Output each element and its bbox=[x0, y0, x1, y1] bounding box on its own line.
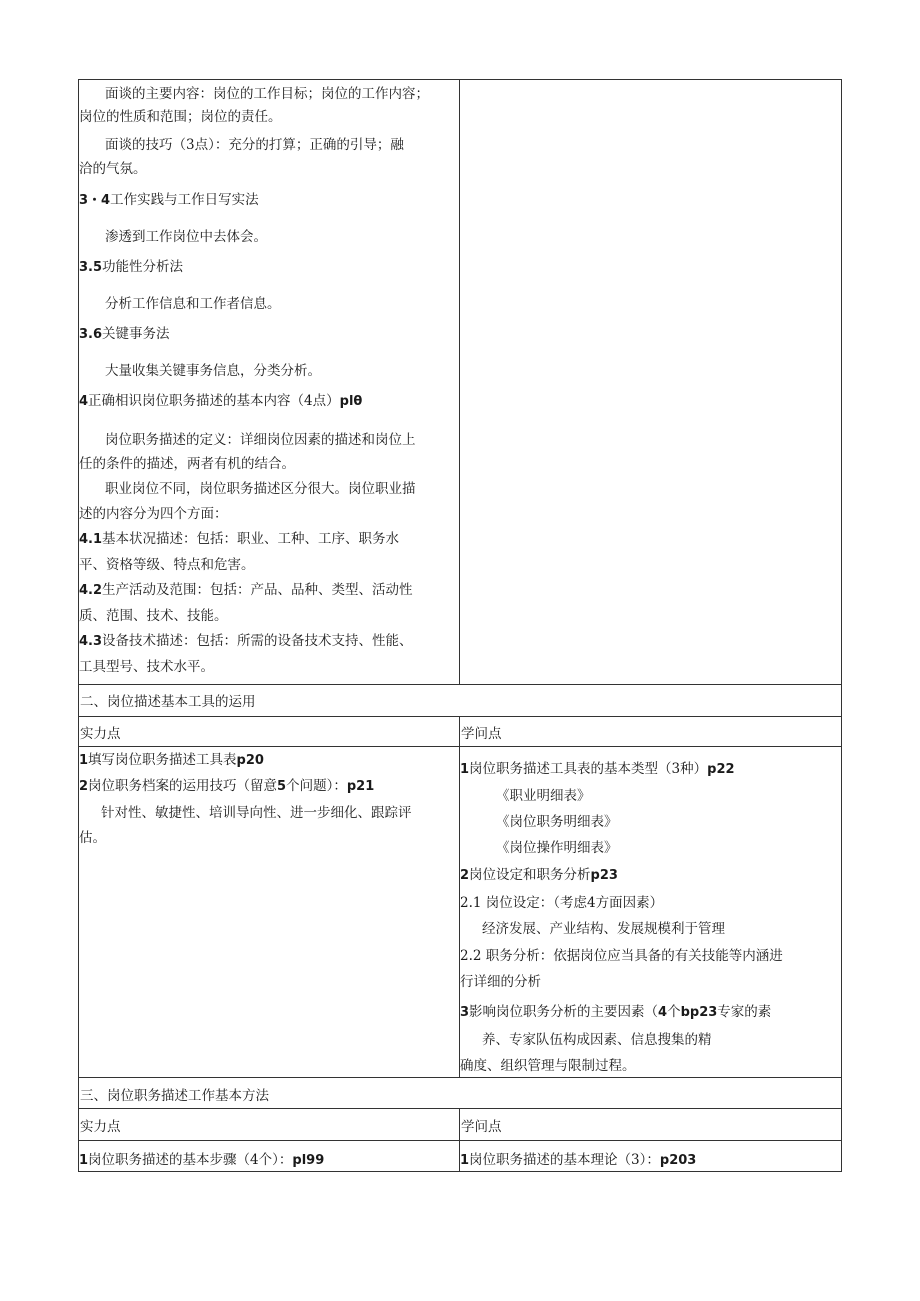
item-4-2-cont: 质、范围、技术、技能。 bbox=[79, 608, 228, 624]
paragraph-line: 述的内容分为四个方面： bbox=[79, 506, 228, 522]
sub-text: 经济发展、产业结构、发展规模利于管理 bbox=[482, 921, 725, 937]
paragraph: 渗透到工作岗位中去体会。 bbox=[105, 229, 267, 245]
heading-3-6 bbox=[79, 322, 459, 347]
row-divider bbox=[78, 1140, 842, 1141]
item-text: 岗位设定和职务分析 bbox=[469, 867, 591, 883]
list-item bbox=[79, 773, 459, 800]
item-text: 岗位职务描述的基本步骤（4个）： bbox=[88, 1152, 293, 1168]
item-number: 4.1 bbox=[79, 532, 103, 547]
item-4-2 bbox=[79, 577, 459, 604]
column-divider bbox=[459, 79, 460, 684]
heading-3-5 bbox=[79, 255, 459, 280]
section-3-right-header: 学问点 bbox=[461, 1119, 502, 1135]
heading-text: 正确相识岗位职务描述的基本内容（4点） bbox=[88, 393, 340, 409]
page-reference: p203 bbox=[659, 1153, 697, 1168]
page-reference: p20 bbox=[236, 753, 264, 768]
item-text: 岗位职务档案的运用技巧（留意 bbox=[88, 778, 278, 794]
item-text: 设备技术描述：包括：所需的设备技术支持、性能、 bbox=[102, 633, 413, 649]
item-number: 1 bbox=[79, 753, 89, 768]
item-count: 4 bbox=[658, 1005, 668, 1020]
item-text: 专家的素 bbox=[717, 1004, 772, 1020]
heading-text: 关键事务法 bbox=[102, 326, 170, 342]
sub-text: 养、专家队伍构成因素、信息搜集的精 bbox=[482, 1032, 712, 1048]
section-3-left-cell bbox=[79, 1148, 459, 1173]
item-text: 填写岗位职务描述工具表 bbox=[88, 752, 237, 768]
definition-line: 岗位职务描述的定义：详细岗位因素的描述和岗位上 bbox=[105, 432, 416, 448]
item-count: 5 bbox=[277, 779, 287, 794]
sub-text: 确度、组织管理与限制过程。 bbox=[460, 1058, 636, 1074]
heading-number: 3・4 bbox=[79, 193, 111, 208]
item-number: 4.2 bbox=[79, 583, 103, 598]
list-item bbox=[460, 756, 841, 783]
page-reference: p21 bbox=[346, 779, 375, 794]
section-2-right-cell bbox=[460, 756, 841, 1079]
item-text: 个 bbox=[667, 1004, 681, 1020]
item-number: 4.3 bbox=[79, 634, 103, 649]
section-2-title: 二、岗位描述基本工具的运用 bbox=[80, 694, 256, 710]
interview-skill-line: 洽的气氛。 bbox=[79, 161, 147, 177]
row-divider bbox=[78, 716, 842, 717]
list-item bbox=[79, 1148, 459, 1173]
item-number: 2 bbox=[79, 779, 89, 794]
item-number: 1 bbox=[460, 1153, 470, 1168]
section-3-left-header: 实力点 bbox=[80, 1119, 121, 1135]
sub-text: 行详细的分析 bbox=[460, 974, 541, 990]
item-text: 基本状况描述：包括：职业、工种、工序、职务水 bbox=[102, 531, 400, 547]
heading-text: 功能性分析法 bbox=[102, 259, 184, 275]
heading-number: 3.5 bbox=[79, 260, 103, 275]
paragraph-line: 职业岗位不同，岗位职务描述区分很大。岗位职业描 bbox=[105, 481, 416, 497]
row-divider bbox=[78, 684, 842, 685]
list-item bbox=[460, 1148, 841, 1173]
list-item bbox=[460, 861, 841, 890]
sub-item: 《岗位操作明细表》 bbox=[496, 840, 618, 856]
paragraph: 大量收集关键事务信息，分类分析。 bbox=[105, 363, 321, 379]
item-number: 1 bbox=[79, 1153, 89, 1168]
heading-3-4 bbox=[79, 188, 459, 213]
sub-item: 《职业明细表》 bbox=[496, 788, 591, 804]
heading-4 bbox=[79, 389, 459, 414]
section-2-left-header: 实力点 bbox=[80, 726, 121, 742]
paragraph: 分析工作信息和工作者信息。 bbox=[105, 296, 281, 312]
section-2-left-cell bbox=[79, 748, 459, 850]
item-4-3-cont: 工具型号、技术水平。 bbox=[79, 659, 214, 675]
item-text: 影响岗位职务分析的主要因素（ bbox=[469, 1004, 659, 1020]
top-left-cell bbox=[79, 82, 459, 684]
row-divider bbox=[78, 1108, 842, 1109]
page-reference: plθ bbox=[339, 394, 363, 409]
item-4-1-cont: 平、资格等级、特点和危害。 bbox=[79, 557, 255, 573]
list-item bbox=[460, 998, 841, 1027]
item-number: 1 bbox=[460, 762, 470, 777]
page-reference: bp23 bbox=[680, 1005, 718, 1020]
section-2-right-header: 学问点 bbox=[461, 726, 502, 742]
list-item bbox=[79, 748, 459, 773]
heading-number: 4 bbox=[79, 394, 89, 409]
sub-item: 《岗位职务明细表》 bbox=[496, 814, 618, 830]
item-4-3 bbox=[79, 628, 459, 655]
section-3-right-cell bbox=[460, 1148, 841, 1173]
item-number: 3 bbox=[460, 1005, 470, 1020]
item-number: 2 bbox=[460, 868, 470, 883]
sub-item: 2.2 职务分析：依据岗位应当具备的有关技能等内涵进 bbox=[460, 948, 783, 964]
row-divider bbox=[78, 746, 842, 747]
heading-text: 工作实践与工作日写实法 bbox=[110, 192, 259, 208]
interview-skill-line: 面谈的技巧（3点）：充分的打算；正确的引导；融 bbox=[105, 137, 404, 153]
heading-number: 3.6 bbox=[79, 327, 103, 342]
definition-line: 任的条件的描述，两者有机的结合。 bbox=[79, 456, 295, 472]
sub-item: 2.1 岗位设定：（考虑4方面因素） bbox=[460, 895, 664, 911]
item-text: 个问题）： bbox=[286, 778, 347, 794]
item-text: 生产活动及范围：包括：产品、品种、类型、活动性 bbox=[102, 582, 413, 598]
item-text: 岗位职务描述的基本理论（3）： bbox=[469, 1152, 660, 1168]
interview-content-line: 面谈的主要内容：岗位的工作目标；岗位的工作内容； bbox=[105, 86, 429, 102]
page-reference: p23 bbox=[590, 868, 618, 883]
item-4-1 bbox=[79, 526, 459, 553]
sub-text: 估。 bbox=[79, 830, 106, 846]
interview-content-line: 岗位的性质和范围；岗位的责任。 bbox=[79, 109, 282, 125]
item-4-4 bbox=[79, 679, 459, 684]
page-reference: pl99 bbox=[292, 1153, 325, 1168]
item-text: 岗位职务描述工具表的基本类型（3种） bbox=[469, 761, 708, 777]
page-reference: p22 bbox=[707, 762, 735, 777]
sub-text: 针对性、敏捷性、培训导向性、进一步细化、跟踪评 bbox=[101, 805, 412, 821]
section-3-title: 三、岗位职务描述工作基本方法 bbox=[80, 1088, 269, 1104]
